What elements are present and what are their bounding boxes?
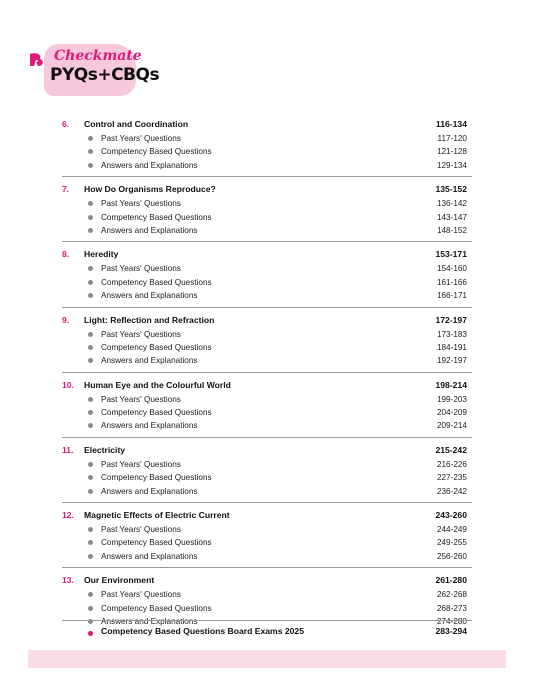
chapter-title: Electricity: [84, 444, 126, 455]
chapter-heading: [62, 572, 472, 588]
final-entry-label: Competency Based Questions Board Exams 2025: [101, 626, 304, 636]
chapter-items: [62, 328, 472, 368]
bullet-icon: [88, 149, 93, 154]
item-label: Competency Based Questions: [101, 342, 212, 352]
chapter-pages: 135-152: [435, 184, 467, 195]
list-item: [62, 523, 472, 536]
list-item: [62, 132, 472, 145]
chapter-section: [62, 307, 472, 372]
chapter-pages: 243-260: [435, 510, 467, 521]
bullet-icon: [88, 410, 93, 415]
bullet-icon: [88, 228, 93, 233]
item-label: Competency Based Questions: [101, 473, 212, 483]
chapter-title: How Do Organisms Reproduce?: [84, 184, 216, 195]
bullet-icon: [88, 397, 93, 402]
chapter-title: Control and Coordination: [84, 119, 189, 129]
chapter-heading: [62, 116, 472, 132]
list-item: [62, 328, 472, 341]
list-item: [62, 341, 472, 354]
chapter-title: Our Environment: [84, 575, 155, 586]
item-label: Answers and Explanations: [101, 291, 198, 301]
item-pages: 192-197: [436, 356, 467, 366]
item-pages: 216-226: [436, 459, 467, 469]
footer-band: [28, 650, 506, 668]
item-label: Past Years' Questions: [101, 394, 181, 404]
chapter-items: [62, 262, 472, 302]
item-pages: 236-242: [436, 486, 467, 496]
list-item: [62, 588, 472, 601]
item-label: Answers and Explanations: [101, 160, 198, 170]
bullet-icon: [88, 423, 93, 428]
item-pages: 136-142: [436, 199, 467, 209]
bullet-icon: [88, 489, 93, 494]
chapter-items: [62, 132, 472, 172]
item-label: Past Years' Questions: [101, 525, 181, 535]
bullet-icon: [88, 554, 93, 559]
bullet-icon: [88, 540, 93, 545]
item-pages: 129-134: [436, 160, 467, 170]
chapter-items: [62, 523, 472, 563]
item-pages: 154-160: [436, 264, 467, 274]
item-pages: 227-235: [436, 473, 467, 483]
list-item: [62, 262, 472, 275]
item-pages: 166-171: [436, 291, 467, 301]
chapter-number: 13.: [62, 575, 74, 586]
bullet-icon: [88, 358, 93, 363]
chapter-section: [62, 372, 472, 437]
item-pages: 249-255: [436, 538, 467, 548]
item-label: Competency Based Questions: [101, 147, 212, 157]
chapter-title: Human Eye and the Colourful World: [84, 379, 231, 390]
list-item: [62, 354, 472, 367]
list-item: [62, 159, 472, 172]
chapter-heading: [62, 246, 472, 262]
logo-subtitle: PYQs+CBQs: [50, 65, 160, 85]
chapter-section: [62, 241, 472, 306]
bullet-icon: [88, 592, 93, 597]
chapter-number: 8.: [62, 249, 70, 260]
bullet-icon: [88, 215, 93, 220]
final-entry: [62, 620, 472, 643]
item-label: Answers and Explanations: [101, 551, 198, 561]
chapter-title: Heredity: [84, 249, 119, 260]
list-item: [62, 536, 472, 549]
list-item: [62, 458, 472, 471]
chapter-items: [62, 393, 472, 433]
bullet-icon: [88, 345, 93, 350]
table-of-contents: [62, 112, 472, 632]
chapter-heading: [62, 442, 472, 458]
final-entry-pages: 283-294: [435, 626, 467, 636]
bullet-icon: [88, 527, 93, 532]
bullet-icon: [88, 136, 93, 141]
chapter-number: 6.: [62, 119, 70, 129]
item-pages: 256-260: [436, 551, 467, 561]
item-pages: 184-191: [436, 342, 467, 352]
list-item: [62, 471, 472, 484]
item-pages: 148-152: [436, 225, 467, 235]
bullet-icon: [88, 293, 93, 298]
item-pages: 244-249: [436, 525, 467, 535]
list-item: [62, 276, 472, 289]
item-label: Answers and Explanations: [101, 225, 198, 235]
list-item: [62, 211, 472, 224]
list-item: [62, 485, 472, 498]
bullet-icon: [88, 462, 93, 467]
chapter-section: [62, 502, 472, 567]
bullet-icon: [88, 332, 93, 337]
chapter-pages: 153-171: [435, 249, 467, 260]
item-label: Answers and Explanations: [101, 421, 198, 431]
list-item: [62, 550, 472, 563]
item-label: Past Years' Questions: [101, 264, 181, 274]
chapter-heading: [62, 312, 472, 328]
item-label: Answers and Explanations: [101, 616, 198, 626]
bullet-icon: [88, 280, 93, 285]
item-pages: 199-203: [436, 394, 467, 404]
item-label: Competency Based Questions: [101, 212, 212, 222]
chapter-number: 11.: [62, 444, 74, 455]
chapter-heading: [62, 181, 472, 197]
item-pages: 143-147: [436, 212, 467, 222]
item-label: Past Years' Questions: [101, 199, 181, 209]
list-item: [62, 406, 472, 419]
chapter-pages: 215-242: [435, 444, 467, 455]
item-label: Past Years' Questions: [101, 459, 181, 469]
item-label: Competency Based Questions: [101, 277, 212, 287]
item-label: Competency Based Questions: [101, 408, 212, 418]
item-label: Competency Based Questions: [101, 603, 212, 613]
item-label: Past Years' Questions: [101, 134, 181, 143]
bullet-icon: [88, 201, 93, 206]
item-label: Answers and Explanations: [101, 486, 198, 496]
item-pages: 262-268: [436, 590, 467, 600]
bullet-icon: [88, 606, 93, 611]
chapter-pages: 261-280: [435, 575, 467, 586]
item-pages: 117-120: [437, 134, 467, 143]
chapter-title: Magnetic Effects of Electric Current: [84, 510, 230, 521]
chapter-number: 7.: [62, 184, 70, 195]
bullet-icon: [88, 266, 93, 271]
chapter-pages: 172-197: [435, 314, 467, 325]
item-pages: 268-273: [436, 603, 467, 613]
chapter-pages: 116-134: [435, 119, 467, 129]
bullet-icon: [88, 631, 93, 636]
list-item: [62, 602, 472, 615]
item-label: Answers and Explanations: [101, 356, 198, 366]
list-item: [62, 393, 472, 406]
item-pages: 161-166: [436, 277, 467, 287]
list-item: [62, 289, 472, 302]
chapter-heading: [62, 377, 472, 393]
list-item: [62, 197, 472, 210]
item-label: Competency Based Questions: [101, 538, 212, 548]
chapter-section: [62, 116, 472, 176]
chapter-section: [62, 176, 472, 241]
chapter-number: 10.: [62, 379, 74, 390]
item-pages: 121-128: [436, 147, 467, 157]
chapter-items: [62, 197, 472, 237]
chapter-heading: [62, 507, 472, 523]
item-label: Past Years' Questions: [101, 590, 181, 600]
list-item: [62, 145, 472, 158]
chapter-pages: 198-214: [435, 379, 467, 390]
item-pages: 204-209: [436, 408, 467, 418]
list-item: [62, 224, 472, 237]
chapter-number: 9.: [62, 314, 70, 325]
item-pages: 274-280: [436, 616, 467, 626]
checkmate-logo: [28, 44, 160, 96]
logo-brand: Checkmate: [54, 48, 142, 64]
chapter-title: Light: Reflection and Refraction: [84, 314, 215, 325]
chapter-section: [62, 437, 472, 502]
chapter-items: [62, 458, 472, 498]
item-pages: 209-214: [436, 421, 467, 431]
bullet-icon: [88, 163, 93, 168]
list-item: [62, 419, 472, 432]
item-pages: 173-183: [436, 329, 467, 339]
item-label: Past Years' Questions: [101, 329, 181, 339]
bullet-icon: [88, 475, 93, 480]
chapter-number: 12.: [62, 510, 74, 521]
